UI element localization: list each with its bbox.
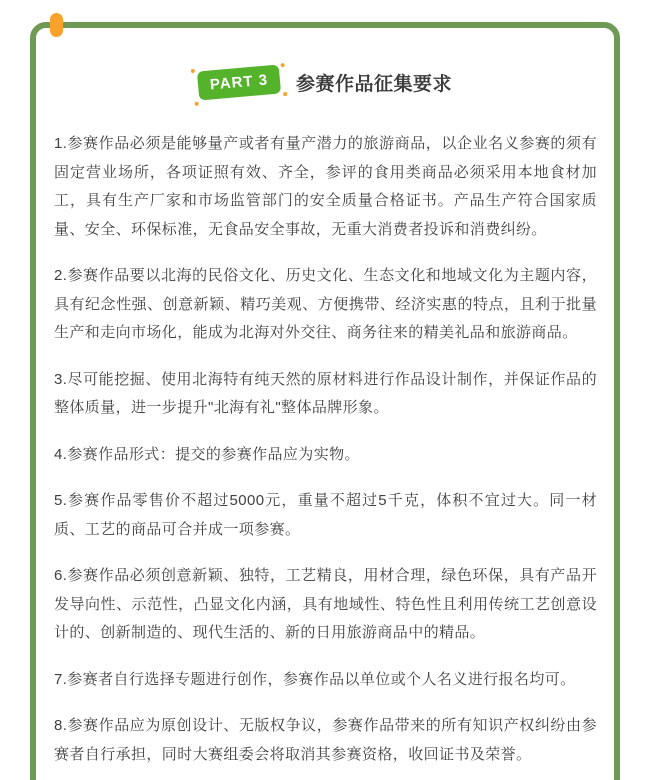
badge-corner-dot <box>280 62 284 66</box>
requirement-paragraph-4: 4.参赛作品形式：提交的参赛作品应为实物。 <box>54 445 360 463</box>
requirements-list <box>36 102 614 769</box>
requirement-paragraph-7: 7.参赛者自行选择专题进行创作，参赛作品以单位或个人名义进行报名均可。 <box>54 670 576 688</box>
part-badge-label: PART 3 <box>209 70 269 94</box>
badge-corner-dot <box>191 68 195 72</box>
requirement-paragraph-3: 3.尽可能挖掘、使用北海特有纯天然的原材料进行作品设计制作，并保证作品的整体质量，进一步提升"北海有礼"整体品牌形象。 <box>54 370 597 416</box>
requirement-paragraph-5: 5.参赛作品零售价不超过5000元，重量不超过5千克，体积不宜过大。同一材质、工艺的商品可合并成一项参赛。 <box>54 492 597 538</box>
section-header <box>36 62 614 102</box>
content-frame <box>30 22 620 780</box>
part-badge <box>197 64 281 100</box>
requirement-paragraph-2: 2.参赛作品要以北海的民俗文化、历史文化、生态文化和地域文化为主题内容，具有纪念性强、创意新颖、精巧美观、方便携带、经济实惠的特点，且利于批量生产和走向市场化，能成为北海对外交往、商务往来的精美礼品和旅游商品。 <box>54 267 597 341</box>
requirement-paragraph-8: 8.参赛作品应为原创设计、无版权争议，参赛作品带来的所有知识产权纠纷由参赛者自行承担，同时大赛组委会将取消其参赛资格，收回证书及荣誉。 <box>54 717 597 763</box>
requirement-paragraph-6: 6.参赛作品必须创意新颖、独特，工艺精良，用材合理，绿色环保，具有产品开发导向性、示范性，凸显文化内涵，具有地域性、特色性且利用传统工艺创意设计的、创新制造的、现代生活的、新的日用旅游商品中的精品。 <box>54 567 597 641</box>
requirement-paragraph-1: 1.参赛作品必须是能够量产或者有量产潜力的旅游商品，以企业名义参赛的须有固定营业场所，各项证照有效、齐全，参评的食用类商品必须采用本地食材加工，具有生产厂家和市场监管部门的安全质量合格证书。产品生产符合国家质量、安全、环保标准，无食品安全事故，无重大消费者投诉和消费纠纷。 <box>54 135 597 238</box>
section-title: 参赛作品征集要求 <box>295 73 452 95</box>
orange-pin-decoration <box>50 13 63 37</box>
badge-corner-dot <box>283 91 287 95</box>
